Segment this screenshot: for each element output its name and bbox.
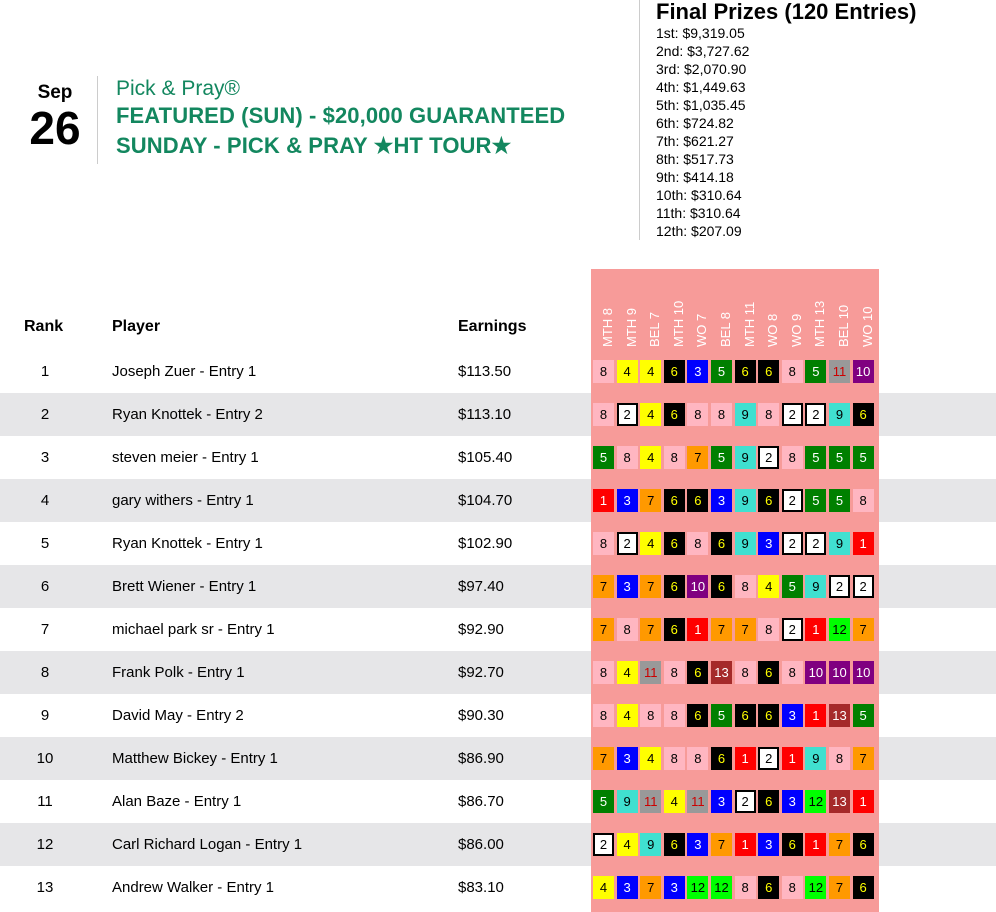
saddlecloth-pick-badge: 8 bbox=[782, 446, 803, 469]
saddlecloth-pick-badge: 4 bbox=[640, 403, 661, 426]
prize-item: 4th: $1,449.63 bbox=[656, 79, 746, 95]
saddlecloth-pick-badge: 6 bbox=[664, 532, 685, 555]
saddlecloth-pick-badge: 6 bbox=[758, 704, 779, 727]
leg-header-label: WO 9 bbox=[788, 313, 804, 347]
saddlecloth-pick-badge: 6 bbox=[853, 876, 874, 899]
leg-header-label: BEL 7 bbox=[647, 312, 663, 347]
saddlecloth-pick-badge: 7 bbox=[687, 446, 708, 469]
saddlecloth-pick-badge: 9 bbox=[735, 532, 756, 555]
rank-cell: 9 bbox=[40, 707, 50, 724]
table-row[interactable] bbox=[0, 565, 996, 608]
earnings-cell: $113.10 bbox=[458, 406, 512, 423]
player-name-cell[interactable]: Brett Wiener - Entry 1 bbox=[112, 578, 257, 595]
saddlecloth-pick-badge: 12 bbox=[805, 790, 826, 813]
earnings-cell: $83.10 bbox=[458, 879, 504, 896]
player-name-cell[interactable]: Matthew Bickey - Entry 1 bbox=[112, 750, 278, 767]
leg-header-label: MTH 10 bbox=[670, 300, 686, 347]
saddlecloth-pick-badge: 11 bbox=[640, 790, 661, 813]
player-name-cell[interactable]: Carl Richard Logan - Entry 1 bbox=[112, 836, 303, 853]
saddlecloth-pick-badge: 3 bbox=[711, 790, 732, 813]
picks-cell bbox=[591, 393, 879, 436]
saddlecloth-pick-badge: 3 bbox=[687, 833, 708, 856]
table-row[interactable] bbox=[0, 436, 996, 479]
table-row[interactable] bbox=[0, 608, 996, 651]
table-row[interactable] bbox=[0, 780, 996, 823]
rank-cell: 3 bbox=[40, 449, 50, 466]
prize-item: 1st: $9,319.05 bbox=[656, 25, 745, 41]
rank-cell: 5 bbox=[40, 535, 50, 552]
event-day: 26 bbox=[29, 102, 81, 154]
leg-header bbox=[617, 269, 639, 349]
saddlecloth-pick-badge: 5 bbox=[593, 790, 614, 813]
leg-header-label: WO 8 bbox=[765, 313, 781, 347]
saddlecloth-pick-badge: 11 bbox=[640, 661, 661, 684]
table-row[interactable] bbox=[0, 866, 996, 909]
player-header[interactable]: Player bbox=[112, 318, 161, 335]
saddlecloth-pick-badge: 4 bbox=[758, 575, 779, 598]
saddlecloth-pick-badge: 9 bbox=[829, 403, 850, 426]
saddlecloth-pick-badge: 2 bbox=[829, 575, 850, 598]
saddlecloth-pick-badge: 12 bbox=[805, 876, 826, 899]
rank-cell: 12 bbox=[36, 836, 54, 853]
prizes-divider bbox=[639, 0, 640, 240]
saddlecloth-pick-badge: 2 bbox=[782, 532, 803, 555]
saddlecloth-pick-badge: 5 bbox=[805, 360, 826, 383]
saddlecloth-pick-badge: 4 bbox=[617, 704, 638, 727]
event-date bbox=[22, 82, 88, 152]
rank-cell: 11 bbox=[37, 793, 53, 810]
table-row[interactable] bbox=[0, 393, 996, 436]
table-row[interactable] bbox=[0, 479, 996, 522]
saddlecloth-pick-badge: 2 bbox=[782, 403, 803, 426]
prize-item: 5th: $1,035.45 bbox=[656, 97, 746, 113]
saddlecloth-pick-badge: 5 bbox=[593, 446, 614, 469]
saddlecloth-pick-badge: 6 bbox=[711, 575, 732, 598]
saddlecloth-pick-badge: 6 bbox=[853, 403, 874, 426]
leg-header bbox=[735, 269, 757, 349]
saddlecloth-pick-badge: 11 bbox=[687, 790, 708, 813]
saddlecloth-pick-badge: 8 bbox=[617, 446, 638, 469]
player-name-cell[interactable]: gary withers - Entry 1 bbox=[112, 492, 254, 509]
saddlecloth-pick-badge: 5 bbox=[711, 360, 732, 383]
earnings-header[interactable]: Earnings bbox=[458, 318, 527, 335]
picks-cell bbox=[591, 350, 879, 393]
saddlecloth-pick-badge: 8 bbox=[782, 661, 803, 684]
prize-item: 8th: $517.73 bbox=[656, 151, 734, 167]
saddlecloth-pick-badge: 8 bbox=[853, 489, 874, 512]
saddlecloth-pick-badge: 6 bbox=[664, 489, 685, 512]
rank-cell: 4 bbox=[40, 492, 50, 509]
saddlecloth-pick-badge: 2 bbox=[617, 532, 638, 555]
leg-header bbox=[758, 269, 780, 349]
picks-cell bbox=[591, 436, 879, 479]
saddlecloth-pick-badge: 8 bbox=[640, 704, 661, 727]
picks-cell bbox=[591, 522, 879, 565]
contest-header bbox=[116, 77, 565, 161]
saddlecloth-pick-badge: 4 bbox=[640, 532, 661, 555]
saddlecloth-pick-badge: 13 bbox=[829, 704, 850, 727]
saddlecloth-pick-badge: 11 bbox=[829, 360, 850, 383]
saddlecloth-pick-badge: 4 bbox=[640, 360, 661, 383]
saddlecloth-pick-badge: 6 bbox=[687, 661, 708, 684]
saddlecloth-pick-badge: 5 bbox=[711, 704, 732, 727]
prizes-title: Final Prizes (120 Entries) bbox=[656, 0, 917, 24]
prize-item: 7th: $621.27 bbox=[656, 133, 734, 149]
saddlecloth-pick-badge: 7 bbox=[711, 833, 732, 856]
saddlecloth-pick-badge: 8 bbox=[617, 618, 638, 641]
saddlecloth-pick-badge: 9 bbox=[735, 446, 756, 469]
saddlecloth-pick-badge: 8 bbox=[664, 747, 685, 770]
saddlecloth-pick-badge: 3 bbox=[617, 747, 638, 770]
saddlecloth-pick-badge: 6 bbox=[687, 704, 708, 727]
saddlecloth-pick-badge: 6 bbox=[664, 618, 685, 641]
saddlecloth-pick-badge: 7 bbox=[853, 747, 874, 770]
saddlecloth-pick-badge: 7 bbox=[640, 618, 661, 641]
saddlecloth-pick-badge: 7 bbox=[593, 618, 614, 641]
rank-cell: 8 bbox=[40, 664, 50, 681]
saddlecloth-pick-badge: 8 bbox=[735, 661, 756, 684]
leg-header bbox=[853, 269, 875, 349]
saddlecloth-pick-badge: 7 bbox=[640, 876, 661, 899]
picks-cell bbox=[591, 823, 879, 866]
saddlecloth-pick-badge: 6 bbox=[711, 532, 732, 555]
table-row[interactable] bbox=[0, 823, 996, 866]
leg-header-label: BEL 10 bbox=[836, 304, 851, 347]
saddlecloth-pick-badge: 3 bbox=[758, 532, 779, 555]
leg-header-label: BEL 8 bbox=[718, 312, 733, 347]
saddlecloth-pick-badge: 2 bbox=[805, 403, 826, 426]
saddlecloth-pick-badge: 8 bbox=[664, 446, 685, 469]
table-row[interactable] bbox=[0, 737, 996, 780]
earnings-cell: $86.90 bbox=[458, 750, 504, 767]
saddlecloth-pick-badge: 8 bbox=[758, 618, 779, 641]
saddlecloth-pick-badge: 6 bbox=[853, 833, 874, 856]
saddlecloth-pick-badge: 1 bbox=[805, 833, 826, 856]
table-row[interactable] bbox=[0, 651, 996, 694]
saddlecloth-pick-badge: 4 bbox=[664, 790, 685, 813]
saddlecloth-pick-badge: 4 bbox=[640, 446, 661, 469]
saddlecloth-pick-badge: 7 bbox=[829, 876, 850, 899]
saddlecloth-pick-badge: 7 bbox=[593, 747, 614, 770]
earnings-cell: $105.40 bbox=[458, 449, 513, 466]
rank-cell: 1 bbox=[40, 363, 50, 380]
contest-title-line-2: SUNDAY - PICK & PRAY ★HT TOUR★ bbox=[116, 133, 512, 158]
picks-cell bbox=[591, 737, 879, 780]
saddlecloth-pick-badge: 8 bbox=[829, 747, 850, 770]
saddlecloth-pick-badge: 1 bbox=[687, 618, 708, 641]
saddlecloth-pick-badge: 8 bbox=[664, 704, 685, 727]
saddlecloth-pick-badge: 2 bbox=[758, 747, 779, 770]
prize-item: 9th: $414.18 bbox=[656, 169, 734, 185]
prize-list bbox=[656, 24, 916, 240]
leg-header-label: MTH 13 bbox=[812, 300, 828, 347]
earnings-cell: $102.90 bbox=[458, 535, 513, 552]
saddlecloth-pick-badge: 2 bbox=[782, 489, 803, 512]
leg-header-label: MTH 9 bbox=[623, 308, 639, 347]
picks-cell bbox=[591, 565, 879, 608]
saddlecloth-pick-badge: 2 bbox=[758, 446, 779, 469]
player-name-cell[interactable]: Andrew Walker - Entry 1 bbox=[112, 879, 274, 896]
table-row[interactable] bbox=[0, 694, 996, 737]
saddlecloth-pick-badge: 3 bbox=[711, 489, 732, 512]
saddlecloth-pick-badge: 2 bbox=[617, 403, 638, 426]
event-month: Sep bbox=[37, 82, 73, 103]
saddlecloth-pick-badge: 8 bbox=[758, 403, 779, 426]
leg-header-label: MTH 11 bbox=[741, 301, 757, 347]
saddlecloth-pick-badge: 9 bbox=[829, 532, 850, 555]
saddlecloth-pick-badge: 5 bbox=[829, 489, 850, 512]
saddlecloth-pick-badge: 9 bbox=[805, 575, 826, 598]
saddlecloth-pick-badge: 3 bbox=[617, 876, 638, 899]
earnings-cell: $104.70 bbox=[458, 492, 513, 509]
saddlecloth-pick-badge: 9 bbox=[640, 833, 661, 856]
saddlecloth-pick-badge: 6 bbox=[735, 360, 756, 383]
saddlecloth-pick-badge: 1 bbox=[853, 790, 874, 813]
contest-type: Pick & Pray® bbox=[116, 77, 241, 100]
saddlecloth-pick-badge: 4 bbox=[593, 876, 614, 899]
saddlecloth-pick-badge: 6 bbox=[782, 833, 803, 856]
saddlecloth-pick-badge: 2 bbox=[735, 790, 756, 813]
player-name-cell[interactable]: David May - Entry 2 bbox=[112, 707, 244, 724]
saddlecloth-pick-badge: 6 bbox=[664, 403, 685, 426]
saddlecloth-pick-badge: 4 bbox=[617, 833, 638, 856]
leg-headers bbox=[591, 269, 879, 349]
picks-cell bbox=[591, 651, 879, 694]
prize-item: 2nd: $3,727.62 bbox=[656, 43, 750, 59]
saddlecloth-pick-badge: 1 bbox=[805, 704, 826, 727]
saddlecloth-pick-badge: 5 bbox=[711, 446, 732, 469]
date-divider bbox=[97, 76, 98, 164]
saddlecloth-pick-badge: 4 bbox=[640, 747, 661, 770]
saddlecloth-pick-badge: 3 bbox=[782, 790, 803, 813]
saddlecloth-pick-badge: 1 bbox=[593, 489, 614, 512]
rank-cell: 6 bbox=[40, 578, 50, 595]
saddlecloth-pick-badge: 10 bbox=[829, 661, 850, 684]
saddlecloth-pick-badge: 7 bbox=[640, 575, 661, 598]
player-name-cell[interactable]: Frank Polk - Entry 1 bbox=[112, 664, 245, 681]
saddlecloth-pick-badge: 3 bbox=[617, 575, 638, 598]
leg-header bbox=[640, 269, 662, 349]
saddlecloth-pick-badge: 3 bbox=[782, 704, 803, 727]
saddlecloth-pick-badge: 6 bbox=[758, 790, 779, 813]
earnings-cell: $92.90 bbox=[458, 621, 504, 638]
leg-header bbox=[593, 269, 615, 349]
saddlecloth-pick-badge: 6 bbox=[664, 360, 685, 383]
prize-item: 10th: $310.64 bbox=[656, 187, 742, 203]
saddlecloth-pick-badge: 6 bbox=[735, 704, 756, 727]
saddlecloth-pick-badge: 5 bbox=[853, 446, 874, 469]
saddlecloth-pick-badge: 5 bbox=[782, 575, 803, 598]
saddlecloth-pick-badge: 6 bbox=[758, 876, 779, 899]
saddlecloth-pick-badge: 2 bbox=[853, 575, 874, 598]
saddlecloth-pick-badge: 2 bbox=[805, 532, 826, 555]
saddlecloth-pick-badge: 3 bbox=[664, 876, 685, 899]
saddlecloth-pick-badge: 1 bbox=[782, 747, 803, 770]
saddlecloth-pick-badge: 4 bbox=[617, 661, 638, 684]
saddlecloth-pick-badge: 7 bbox=[593, 575, 614, 598]
picks-cell bbox=[591, 866, 879, 909]
saddlecloth-pick-badge: 6 bbox=[664, 575, 685, 598]
saddlecloth-pick-badge: 8 bbox=[593, 403, 614, 426]
rank-cell: 7 bbox=[40, 621, 50, 638]
player-name-cell[interactable]: Ryan Knottek - Entry 2 bbox=[112, 406, 263, 423]
saddlecloth-pick-badge: 8 bbox=[735, 575, 756, 598]
rank-cell: 2 bbox=[40, 406, 50, 423]
earnings-cell: $86.00 bbox=[458, 836, 504, 853]
saddlecloth-pick-badge: 12 bbox=[687, 876, 708, 899]
player-name-cell[interactable]: michael park sr - Entry 1 bbox=[112, 621, 275, 638]
saddlecloth-pick-badge: 6 bbox=[664, 833, 685, 856]
saddlecloth-pick-badge: 1 bbox=[735, 747, 756, 770]
saddlecloth-pick-badge: 12 bbox=[711, 876, 732, 899]
saddlecloth-pick-badge: 6 bbox=[758, 360, 779, 383]
leg-header bbox=[687, 269, 709, 349]
table-row[interactable] bbox=[0, 350, 996, 393]
saddlecloth-pick-badge: 3 bbox=[687, 360, 708, 383]
saddlecloth-pick-badge: 8 bbox=[593, 532, 614, 555]
picks-cell bbox=[591, 479, 879, 522]
leg-header-label: MTH 8 bbox=[600, 308, 615, 347]
saddlecloth-pick-badge: 8 bbox=[593, 661, 614, 684]
saddlecloth-pick-badge: 10 bbox=[687, 575, 708, 598]
earnings-cell: $92.70 bbox=[458, 664, 504, 681]
table-row[interactable] bbox=[0, 522, 996, 565]
saddlecloth-pick-badge: 8 bbox=[782, 360, 803, 383]
saddlecloth-pick-badge: 7 bbox=[829, 833, 850, 856]
saddlecloth-pick-badge: 6 bbox=[758, 489, 779, 512]
rank-cell: 10 bbox=[36, 750, 54, 767]
leaderboard bbox=[0, 350, 996, 909]
saddlecloth-pick-badge: 9 bbox=[735, 489, 756, 512]
player-name-cell[interactable]: Joseph Zuer - Entry 1 bbox=[112, 363, 257, 380]
prize-item: 3rd: $2,070.90 bbox=[656, 61, 747, 77]
saddlecloth-pick-badge: 4 bbox=[617, 360, 638, 383]
saddlecloth-pick-badge: 6 bbox=[687, 489, 708, 512]
saddlecloth-pick-badge: 10 bbox=[853, 360, 874, 383]
saddlecloth-pick-badge: 8 bbox=[664, 661, 685, 684]
saddlecloth-pick-badge: 6 bbox=[758, 661, 779, 684]
saddlecloth-pick-badge: 3 bbox=[617, 489, 638, 512]
picks-cell bbox=[591, 780, 879, 823]
saddlecloth-pick-badge: 8 bbox=[593, 360, 614, 383]
saddlecloth-pick-badge: 5 bbox=[853, 704, 874, 727]
earnings-cell: $86.70 bbox=[458, 793, 504, 810]
saddlecloth-pick-badge: 7 bbox=[735, 618, 756, 641]
player-name-cell[interactable]: Alan Baze - Entry 1 bbox=[112, 793, 242, 810]
prize-item: 11th: $310.64 bbox=[656, 205, 741, 221]
prizes-panel bbox=[656, 0, 916, 240]
rank-cell: 13 bbox=[36, 879, 54, 896]
saddlecloth-pick-badge: 10 bbox=[853, 661, 874, 684]
prize-item: 12th: $207.09 bbox=[656, 223, 742, 239]
picks-cell bbox=[591, 608, 879, 651]
leg-header bbox=[664, 269, 686, 349]
saddlecloth-pick-badge: 5 bbox=[805, 489, 826, 512]
player-name-cell[interactable]: steven meier - Entry 1 bbox=[112, 449, 259, 466]
saddlecloth-pick-badge: 2 bbox=[782, 618, 803, 641]
leg-header-label: WO 7 bbox=[694, 313, 710, 347]
contest-title-line-1: FEATURED (SUN) - $20,000 GUARANTEED bbox=[116, 103, 566, 128]
leg-header bbox=[711, 269, 733, 349]
saddlecloth-pick-badge: 8 bbox=[687, 747, 708, 770]
saddlecloth-pick-badge: 12 bbox=[829, 618, 850, 641]
picks-cell bbox=[591, 694, 879, 737]
saddlecloth-pick-badge: 9 bbox=[805, 747, 826, 770]
saddlecloth-pick-badge: 8 bbox=[782, 876, 803, 899]
leg-header-label: WO 10 bbox=[859, 306, 875, 347]
leg-header bbox=[829, 269, 851, 349]
player-name-cell[interactable]: Ryan Knottek - Entry 1 bbox=[112, 535, 263, 552]
saddlecloth-pick-badge: 13 bbox=[711, 661, 732, 684]
saddlecloth-pick-badge: 9 bbox=[617, 790, 638, 813]
saddlecloth-pick-badge: 8 bbox=[711, 403, 732, 426]
leg-header bbox=[782, 269, 804, 349]
saddlecloth-pick-badge: 7 bbox=[711, 618, 732, 641]
leg-header bbox=[805, 269, 827, 349]
prize-item: 6th: $724.82 bbox=[656, 115, 734, 131]
saddlecloth-pick-badge: 8 bbox=[593, 704, 614, 727]
earnings-cell: $113.50 bbox=[458, 363, 512, 380]
rank-header[interactable]: Rank bbox=[24, 318, 64, 335]
saddlecloth-pick-badge: 7 bbox=[640, 489, 661, 512]
saddlecloth-pick-badge: 1 bbox=[805, 618, 826, 641]
saddlecloth-pick-badge: 1 bbox=[853, 532, 874, 555]
saddlecloth-pick-badge: 1 bbox=[735, 833, 756, 856]
saddlecloth-pick-badge: 6 bbox=[711, 747, 732, 770]
saddlecloth-pick-badge: 13 bbox=[829, 790, 850, 813]
saddlecloth-pick-badge: 8 bbox=[687, 532, 708, 555]
saddlecloth-pick-badge: 9 bbox=[735, 403, 756, 426]
earnings-cell: $90.30 bbox=[458, 707, 504, 724]
saddlecloth-pick-badge: 8 bbox=[687, 403, 708, 426]
saddlecloth-pick-badge: 8 bbox=[735, 876, 756, 899]
saddlecloth-pick-badge: 7 bbox=[853, 618, 874, 641]
earnings-cell: $97.40 bbox=[458, 578, 504, 595]
saddlecloth-pick-badge: 3 bbox=[758, 833, 779, 856]
saddlecloth-pick-badge: 5 bbox=[805, 446, 826, 469]
saddlecloth-pick-badge: 2 bbox=[593, 833, 614, 856]
saddlecloth-pick-badge: 10 bbox=[805, 661, 826, 684]
saddlecloth-pick-badge: 5 bbox=[829, 446, 850, 469]
